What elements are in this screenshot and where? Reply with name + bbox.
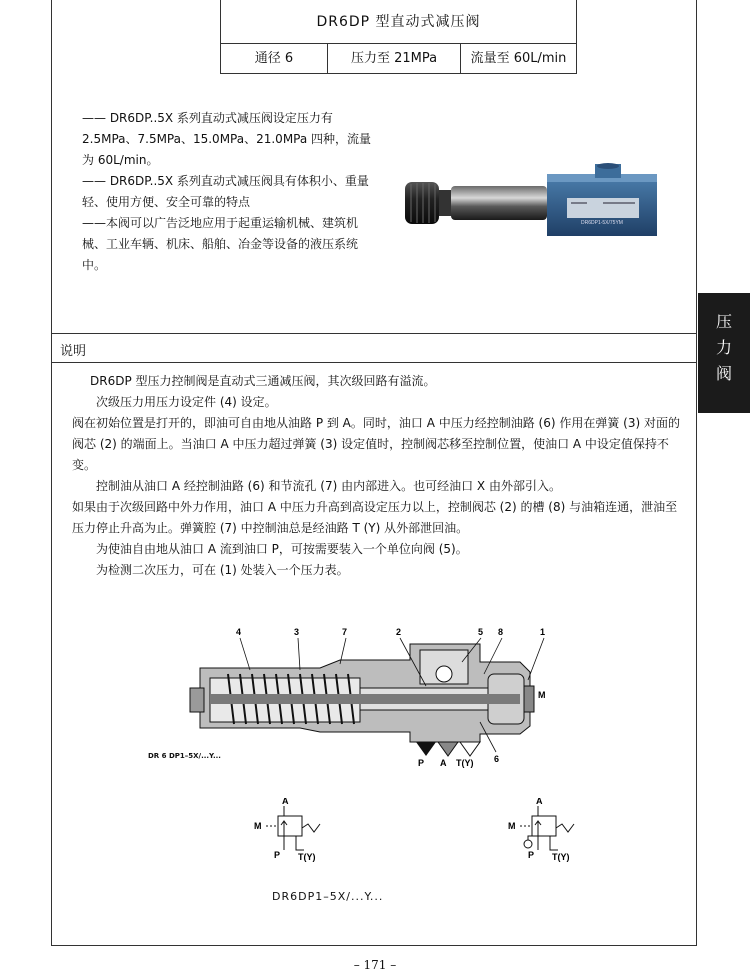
symbol-p-label: P	[528, 850, 535, 860]
description-line: 为使油自由地从油口 A 流到油口 P，可按需要装入一个单位向阀 (5)。	[96, 542, 468, 556]
symbol-a-label: A	[282, 798, 289, 806]
symbol-a-label: A	[536, 798, 543, 806]
callout-5: 5	[478, 627, 484, 637]
description-line: 如果由于次级回路中外力作用，油口 A 中压力升高到高设定压力以上，控制阀芯 (2) 的槽 (8) 与油箱连通，泄油至压力停止升高为止。弹簧腔 (7) 中控制油总是经油路 T (Y) 从外部泄回油。	[72, 500, 678, 535]
callout-4: 4	[236, 627, 242, 637]
description-line: 控制油从油口 A 经控制油路 (6) 和节流孔 (7) 由内部进入。也可经油口 X 由外部引入。	[96, 479, 561, 493]
symbol-m-label: M	[508, 821, 516, 831]
spec-bore: 通径 6	[220, 44, 328, 74]
port-p-label: P	[418, 758, 425, 768]
callout-6: 6	[494, 754, 500, 764]
callout-1: 1	[540, 627, 546, 637]
section-label: 说明	[60, 344, 87, 359]
port-a-label: A	[440, 758, 447, 768]
intro-paragraph: —— DR6DP..5X 系列直动式减压阀设定压力有 2.5MPa、7.5MPa、15.0MPa、21.0MPa 四种，流量为 60L/min。	[82, 111, 372, 167]
description-line: 阀在初始位置是打开的，即油可自由地从油路 P 到 A。同时，油口 A 中压力经控制油路 (6) 作用在弹簧 (3) 对面的阀芯 (2) 的端面上。当油口 A 中压力超过弹簧 (3) 设定值时，控制阀芯移至控制位置，使油口 A 中设定值保持不变。	[72, 416, 680, 472]
side-tab-char: 压	[715, 312, 732, 331]
page-number: – 171 –	[353, 958, 397, 972]
model-caption: DR6DP1–5X/...Y...	[272, 890, 384, 903]
spec-pressure: 压力至 21MPa	[328, 44, 461, 74]
product-plate-text: DR6DP1-5X/75YM	[581, 220, 623, 226]
description-line: 为检测二次压力，可在 (1) 处装入一个压力表。	[96, 563, 349, 577]
hydraulic-symbol-left	[252, 798, 338, 866]
divider	[51, 333, 697, 334]
port-m-label: M	[538, 690, 546, 700]
callout-3: 3	[294, 627, 300, 637]
divider	[51, 362, 697, 363]
spec-flow: 流量至 60L/min	[461, 44, 577, 74]
side-tab-char: 阀	[715, 364, 732, 383]
callout-7: 7	[342, 627, 348, 637]
intro-text	[82, 108, 374, 276]
symbol-t-label: T(Y)	[552, 852, 570, 862]
document-title: DR6DP 型直动式减压阀	[220, 0, 577, 44]
side-tab-char: 力	[715, 338, 732, 357]
hydraulic-symbol-right	[506, 798, 592, 866]
description-line: 次级压力用压力设定件 (4) 设定。	[96, 395, 277, 409]
description-line: DR6DP 型压力控制阀是直动式三通减压阀，其次级回路有溢流。	[90, 374, 436, 388]
symbol-m-label: M	[254, 821, 262, 831]
intro-paragraph: ——本阀可以广告泛地应用于起重运输机械、建筑机械、工业车辆、机床、船舶、冶金等设备的液压系统中。	[82, 216, 359, 272]
intro-paragraph: —— DR6DP..5X 系列直动式减压阀具有体积小、重量轻、使用方便、安全可靠的特点	[82, 174, 369, 209]
symbol-p-label: P	[274, 850, 281, 860]
port-t-label: T(Y)	[456, 758, 474, 768]
side-tab-pressure-valve[interactable]	[698, 293, 750, 413]
product-photo	[403, 162, 659, 244]
diagram-caption: DR 6 DP1–5X/...Y...	[148, 752, 221, 760]
symbol-t-label: T(Y)	[298, 852, 316, 862]
description-text	[72, 371, 687, 581]
callout-2: 2	[396, 627, 402, 637]
callout-8: 8	[498, 627, 504, 637]
